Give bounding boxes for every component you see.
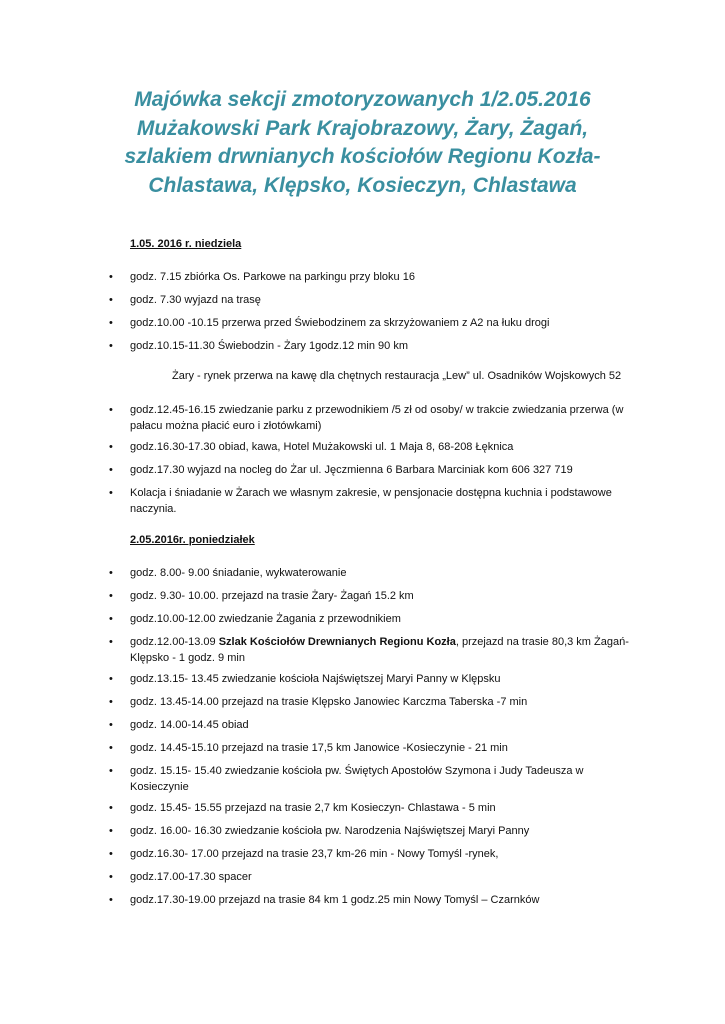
item-text: godz.10.00-12.00 zwiedzanie Żagania z przewodnikiem	[130, 613, 401, 625]
item-text: godz. 9.30- 10.00. przejazd na trasie Żary- Żagań 15.2 km	[130, 590, 414, 602]
bullet-icon	[109, 439, 119, 455]
document-title	[100, 86, 625, 200]
bullet-icon	[109, 565, 119, 581]
list-item-text: godz.10.00 -10.15 przerwa przed Świebodzinem za skrzyżowaniem z A2 na łuku drogi	[130, 317, 550, 329]
item-text: godz.13.15- 13.45 zwiedzanie kościoła Najświętszej Maryi Panny w Klępsku	[130, 673, 501, 685]
title-line-4: Chlastawa, Klępsko, Kosieczyn, Chlastawa	[148, 173, 577, 197]
list-item-text: godz.17.30 wyjazd na nocleg do Żar ul. Jęczmienna 6 Barbara Marciniak kom 606 327 719	[130, 464, 573, 476]
item-text: godz. 15.15- 15.40 zwiedzanie kościoła pw. Świętych Apostołów Szymona i Judy Tadeusza w Kosieczynie	[130, 765, 584, 793]
bullet-icon	[109, 611, 119, 627]
list-item-text	[130, 588, 630, 604]
day2-heading: 2.05.2016r. poniedziałek	[130, 534, 255, 546]
list-item-text	[130, 611, 630, 627]
item-text: godz.17.30-19.00 przejazd na trasie 84 km 1 godz.25 min Nowy Tomyśl – Czarnków	[130, 894, 540, 906]
bullet-icon	[109, 800, 119, 816]
list-item-text	[130, 694, 630, 710]
bullet-icon	[109, 462, 119, 478]
list-item-text: godz. 7.15 zbiórka Os. Parkowe na parkingu przy bloku 16	[130, 271, 415, 283]
bullet-icon	[109, 823, 119, 839]
list-item-text	[130, 823, 630, 839]
title-line-2: Mużakowski Park Krajobrazowy, Żary, Żagań,	[136, 116, 589, 140]
bullet-icon	[109, 869, 119, 885]
list-item-text	[130, 671, 630, 687]
title-line-1: Majówka sekcji zmotoryzowanych 1/2.05.2016	[134, 88, 591, 111]
bullet-icon	[109, 315, 119, 331]
list-item-text	[130, 800, 630, 816]
list-item-text	[130, 869, 630, 885]
day1-heading: 1.05. 2016 r. niedziela	[130, 238, 242, 250]
day1-note: Żary - rynek przerwa na kawę dla chętnych restauracja „Lew” ul. Osadników Wojskowych 52	[172, 370, 622, 382]
bullet-icon	[109, 694, 119, 710]
list-item-text	[130, 740, 630, 756]
list-item-text	[130, 892, 630, 908]
item-text: godz. 13.45-14.00 przejazd na trasie Klępsko Janowiec Karczma Taberska -7 min	[130, 696, 528, 708]
item-text: godz. 8.00- 9.00 śniadanie, wykwaterowanie	[130, 567, 347, 579]
bullet-icon	[109, 269, 119, 285]
list-item-text: godz. 7.30 wyjazd na trasę	[130, 294, 261, 306]
bullet-icon	[109, 634, 119, 650]
bullet-icon	[109, 292, 119, 308]
list-item-text: godz.12.45-16.15 zwiedzanie parku z przewodnikiem /5 zł od osoby/ w trakcie zwiedzania przerwa (w pałacu można płacić euro i złotówkami)	[130, 404, 624, 432]
list-item-text	[130, 763, 630, 795]
bullet-icon	[109, 338, 119, 354]
bullet-icon	[109, 588, 119, 604]
item-text-continued: , przejazd na trasie 80,3 km Żagań-Klępsko - 1 godz. 9 min	[130, 636, 629, 664]
item-bold-text: Szlak Kościołów Drewnianych Regionu Kozła	[218, 636, 456, 648]
list-item-text: Kolacja i śniadanie w Żarach we własnym zakresie, w pensjonacie dostępna kuchnia i podstawowe naczynia.	[130, 487, 612, 515]
list-item-text: godz.10.15-11.30 Świebodzin - Żary 1godz.12 min 90 km	[130, 340, 409, 352]
item-text: godz. 15.45- 15.55 przejazd na trasie 2,7 km Kosieczyn- Chlastawa - 5 min	[130, 802, 496, 814]
bullet-icon	[109, 740, 119, 756]
bullet-icon	[109, 717, 119, 733]
bullet-icon	[109, 892, 119, 908]
bullet-icon	[109, 671, 119, 687]
item-text: godz. 14.45-15.10 przejazd na trasie 17,5 km Janowice -Kosieczynie - 21 min	[130, 742, 508, 754]
bullet-icon	[109, 402, 119, 418]
list-item-text	[130, 717, 630, 733]
bullet-icon	[109, 763, 119, 779]
list-item-text: godz.16.30-17.30 obiad, kawa, Hotel Mużakowski ul. 1 Maja 8, 68-208 Łęknica	[130, 441, 514, 453]
item-text: godz.16.30- 17.00 przejazd na trasie 23,7 km-26 min - Nowy Tomyśl -rynek,	[130, 848, 499, 860]
list-item-text	[130, 565, 630, 581]
item-text: godz.17.00-17.30 spacer	[130, 871, 252, 883]
item-text: godz.12.00-13.09	[130, 636, 219, 648]
list-item-text	[130, 846, 630, 862]
bullet-icon	[109, 485, 119, 501]
item-text: godz. 16.00- 16.30 zwiedzanie kościoła pw. Narodzenia Najświętszej Maryi Panny	[130, 825, 530, 837]
bullet-icon	[109, 846, 119, 862]
item-text: godz. 14.00-14.45 obiad	[130, 719, 249, 731]
title-line-3: szlakiem drwnianych kościołów Regionu Kozła-	[124, 145, 601, 168]
list-item-text	[130, 634, 630, 666]
